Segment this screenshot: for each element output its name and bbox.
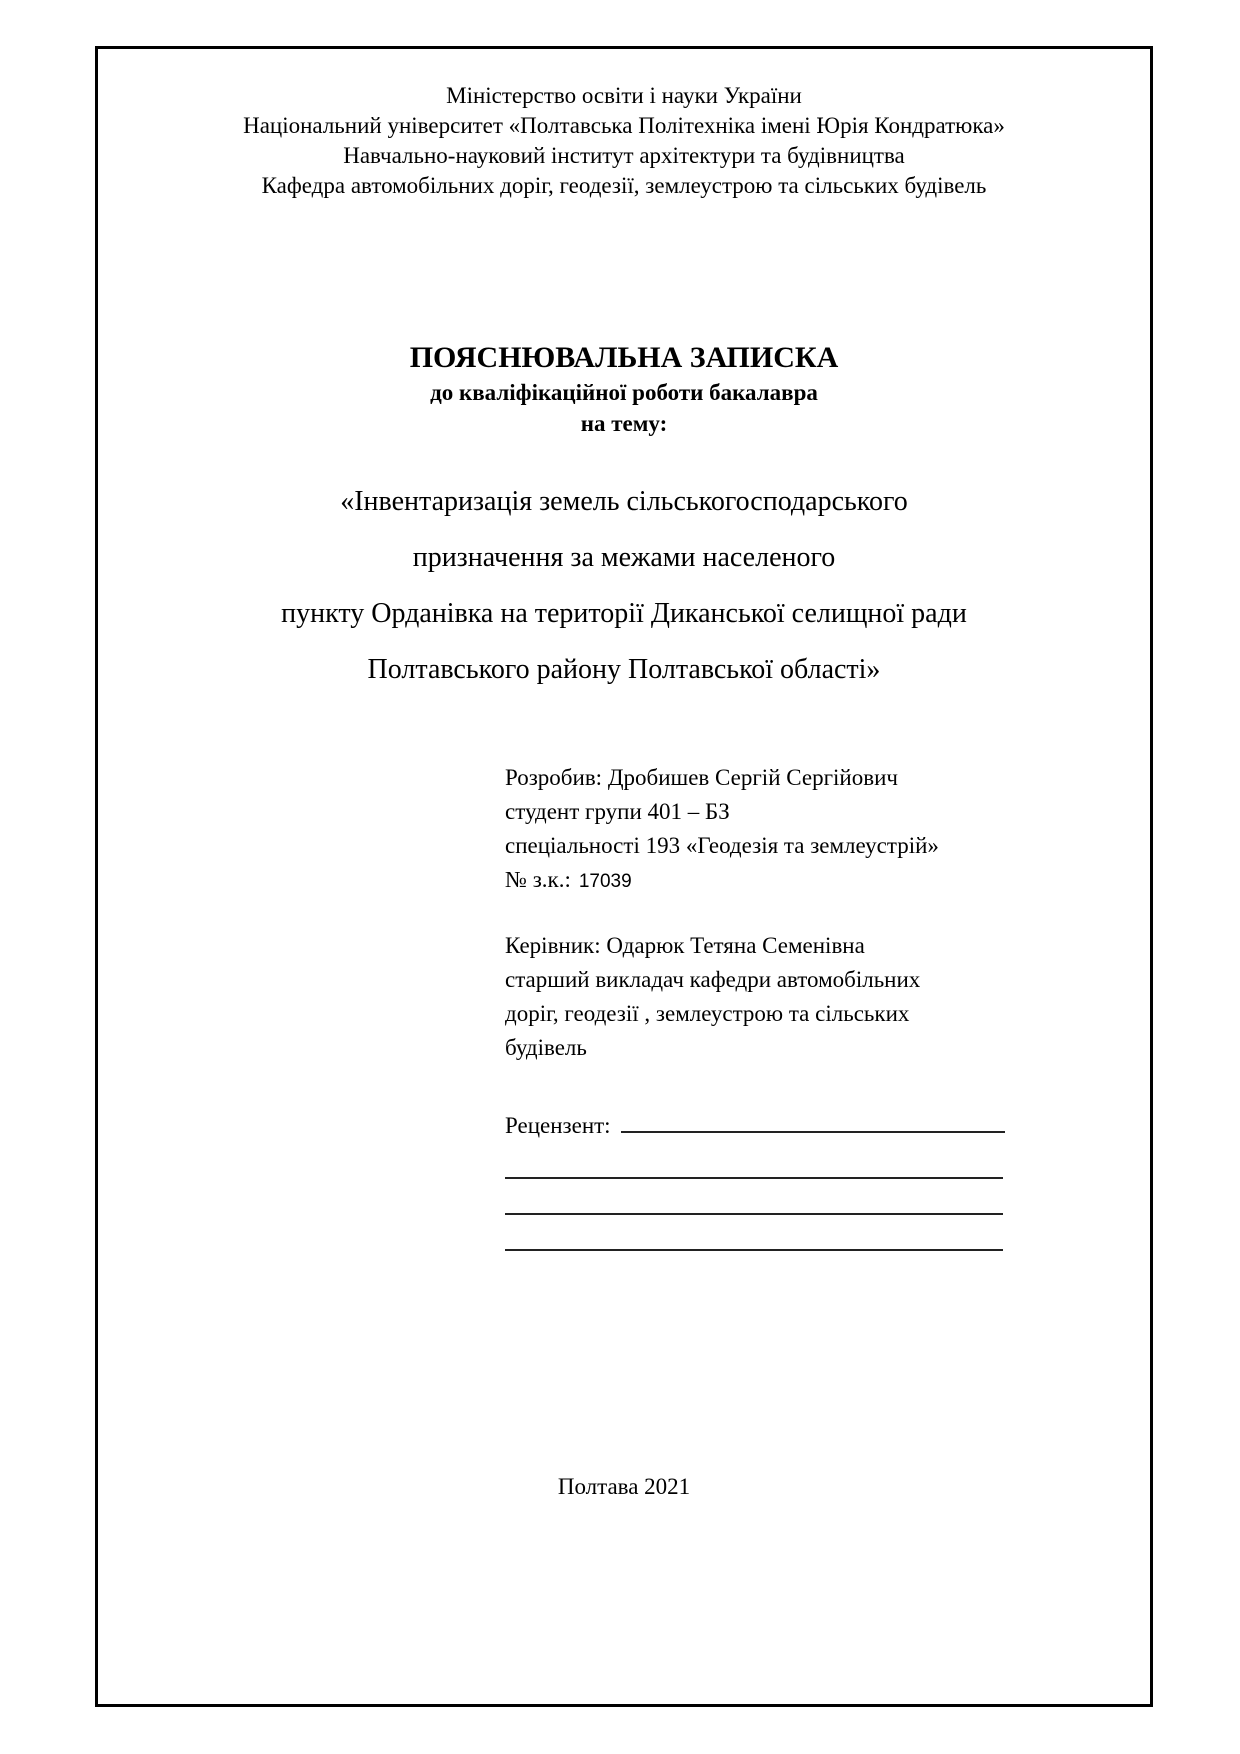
reviewer-section xyxy=(505,1107,1005,1251)
signature-line xyxy=(505,1179,1003,1215)
document-subtitle-topic-label: на тему: xyxy=(580,411,668,436)
city-year-text: Полтава 2021 xyxy=(557,1474,691,1499)
document-title-block xyxy=(98,339,1150,439)
page-border-frame xyxy=(95,46,1153,1707)
author-specialty-line: спеціальності 193 «Геодезія та землеустрій» xyxy=(505,833,939,858)
topic-line: призначення за межами населеного xyxy=(412,542,836,573)
topic-line: пункту Орданівка на території Диканської селищної ради xyxy=(281,598,967,629)
author-name-line: Розробив: Дробишев Сергій Сергійович xyxy=(505,765,898,790)
record-book-line xyxy=(505,863,1065,899)
supervisor-info xyxy=(505,929,1065,1065)
city-year-footer xyxy=(98,1474,1150,1500)
document-subtitle: до кваліфікаційної роботи бакалавра xyxy=(430,380,818,405)
topic-line: «Інвентаризація земель сільськогосподарського xyxy=(340,486,908,517)
record-book-label: № з.к.: xyxy=(505,867,571,892)
signature-line xyxy=(505,1215,1003,1251)
reviewer-label: Рецензент: xyxy=(505,1113,611,1138)
header-institute: Навчально-науковий інститут архітектури та будівництва xyxy=(343,143,905,168)
author-info xyxy=(505,761,1065,899)
topic-line: Полтавського району Полтавської області» xyxy=(367,654,881,685)
supervisor-position-line: доріг, геодезії , землеустрою та сільських xyxy=(505,1001,910,1026)
supervisor-position-line: старший викладач кафедри автомобільних xyxy=(505,967,921,992)
institution-header xyxy=(98,81,1150,201)
signature-line xyxy=(505,1143,1003,1179)
document-title: ПОЯСНЮВАЛЬНА ЗАПИСКА xyxy=(409,341,839,374)
supervisor-position-line: будівель xyxy=(505,1035,587,1060)
supervisor-name-line: Керівник: Одарюк Тетяна Семенівна xyxy=(505,933,865,958)
header-university: Національний університет «Полтавська Політехніка імені Юрія Кондратюка» xyxy=(243,113,1005,138)
header-ministry: Міністерство освіти і науки України xyxy=(446,83,802,108)
record-book-number: 17039 xyxy=(578,871,632,892)
reviewer-label-row xyxy=(505,1107,1005,1143)
author-group-line: студент групи 401 – БЗ xyxy=(505,799,730,824)
signature-line xyxy=(621,1107,1005,1133)
thesis-topic xyxy=(98,474,1150,698)
header-department: Кафедра автомобільних доріг, геодезії, землеустрою та сільських будівель xyxy=(261,173,987,198)
